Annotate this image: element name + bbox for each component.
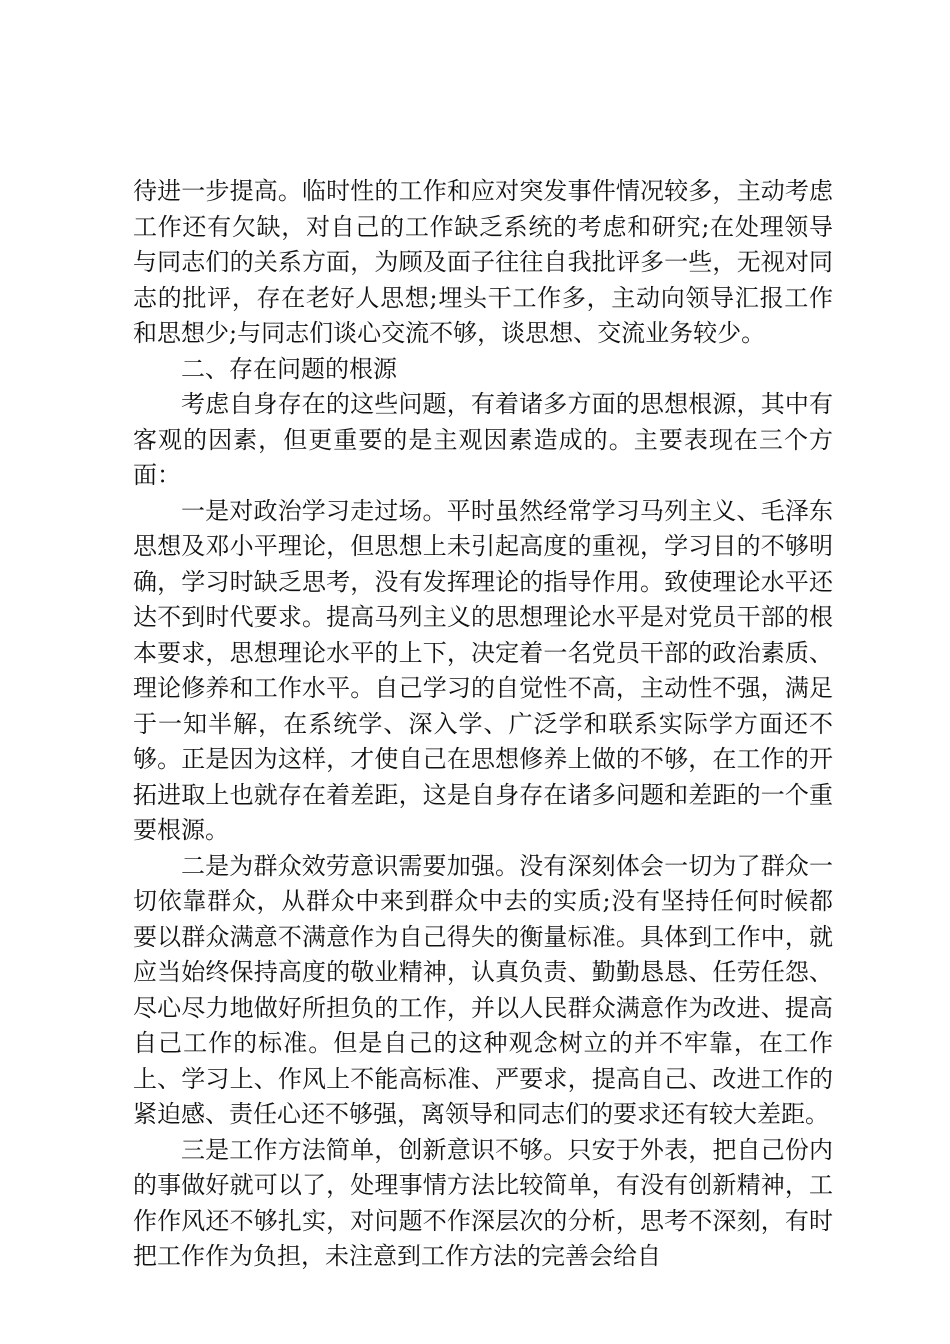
section-heading-root-causes: 二、存在问题的根源 <box>181 354 397 383</box>
paragraph-point-three: 三是工作方法简单，创新意识不够。只安于外表，把自己份内的事做好就可以了，处理事情方法比较简单，有没有创新精神，工作作风还不够扎实，对问题不作深层次的分析，思考不深刻，有时把工作作为负担，未注意到工作方法的完善会给自 <box>133 1135 833 1270</box>
paragraph-continued: 待进一步提高。临时性的工作和应对突发事件情况较多，主动考虑工作还有欠缺，对自己的工作缺乏系统的考虑和研究;在处理领导与同志们的关系方面，为顾及面子往往自我批评多一些，无视对同志的批评，存在老好人思想;埋头干工作多，主动向领导汇报工作和思想少;与同志们谈心交流不够，谈思想、交流业务较少。 <box>133 177 833 347</box>
paragraph-point-two: 二是为群众效劳意识需要加强。没有深刻体会一切为了群众一切依靠群众，从群众中来到群众中去的实质;没有坚持任何时候都要以群众满意不满意作为自己得失的衡量标准。具体到工作中，就应当始终保持高度的敬业精神，认真负责、勤勤恳恳、任劳任怨、尽心尽力地做好所担负的工作，并以人民群众满意作为改进、提高自己工作的标准。但是自己的这种观念树立的并不牢靠，在工作上、学习上、作风上不能高标准、严要求，提高自己、改进工作的紧迫感、责任心还不够强，离领导和同志们的要求还有较大差距。 <box>133 851 833 1128</box>
paragraph-intro: 考虑自身存在的这些问题，有着诸多方面的思想根源，其中有客观的因素，但更重要的是主观因素造成的。主要表现在三个方面： <box>133 390 833 489</box>
document-body <box>133 174 833 1275</box>
paragraph-point-one: 一是对政治学习走过场。平时虽然经常学习马列主义、毛泽东思想及邓小平理论，但思想上未引起高度的重视，学习目的不够明确，学习时缺乏思考，没有发挥理论的指导作用。致使理论水平还达不到时代要求。提高马列主义的思想理论水平是对党员干部的根本要求，思想理论水平的上下，决定着一名党员干部的政治素质、理论修养和工作水平。自己学习的自觉性不高，主动性不强，满足于一知半解，在系统学、深入学、广泛学和联系实际学方面还不够。正是因为这样，才使自己在思想修养上做的不够，在工作的开拓进取上也就存在着差距，这是自身存在诸多问题和差距的一个重要根源。 <box>133 496 833 844</box>
